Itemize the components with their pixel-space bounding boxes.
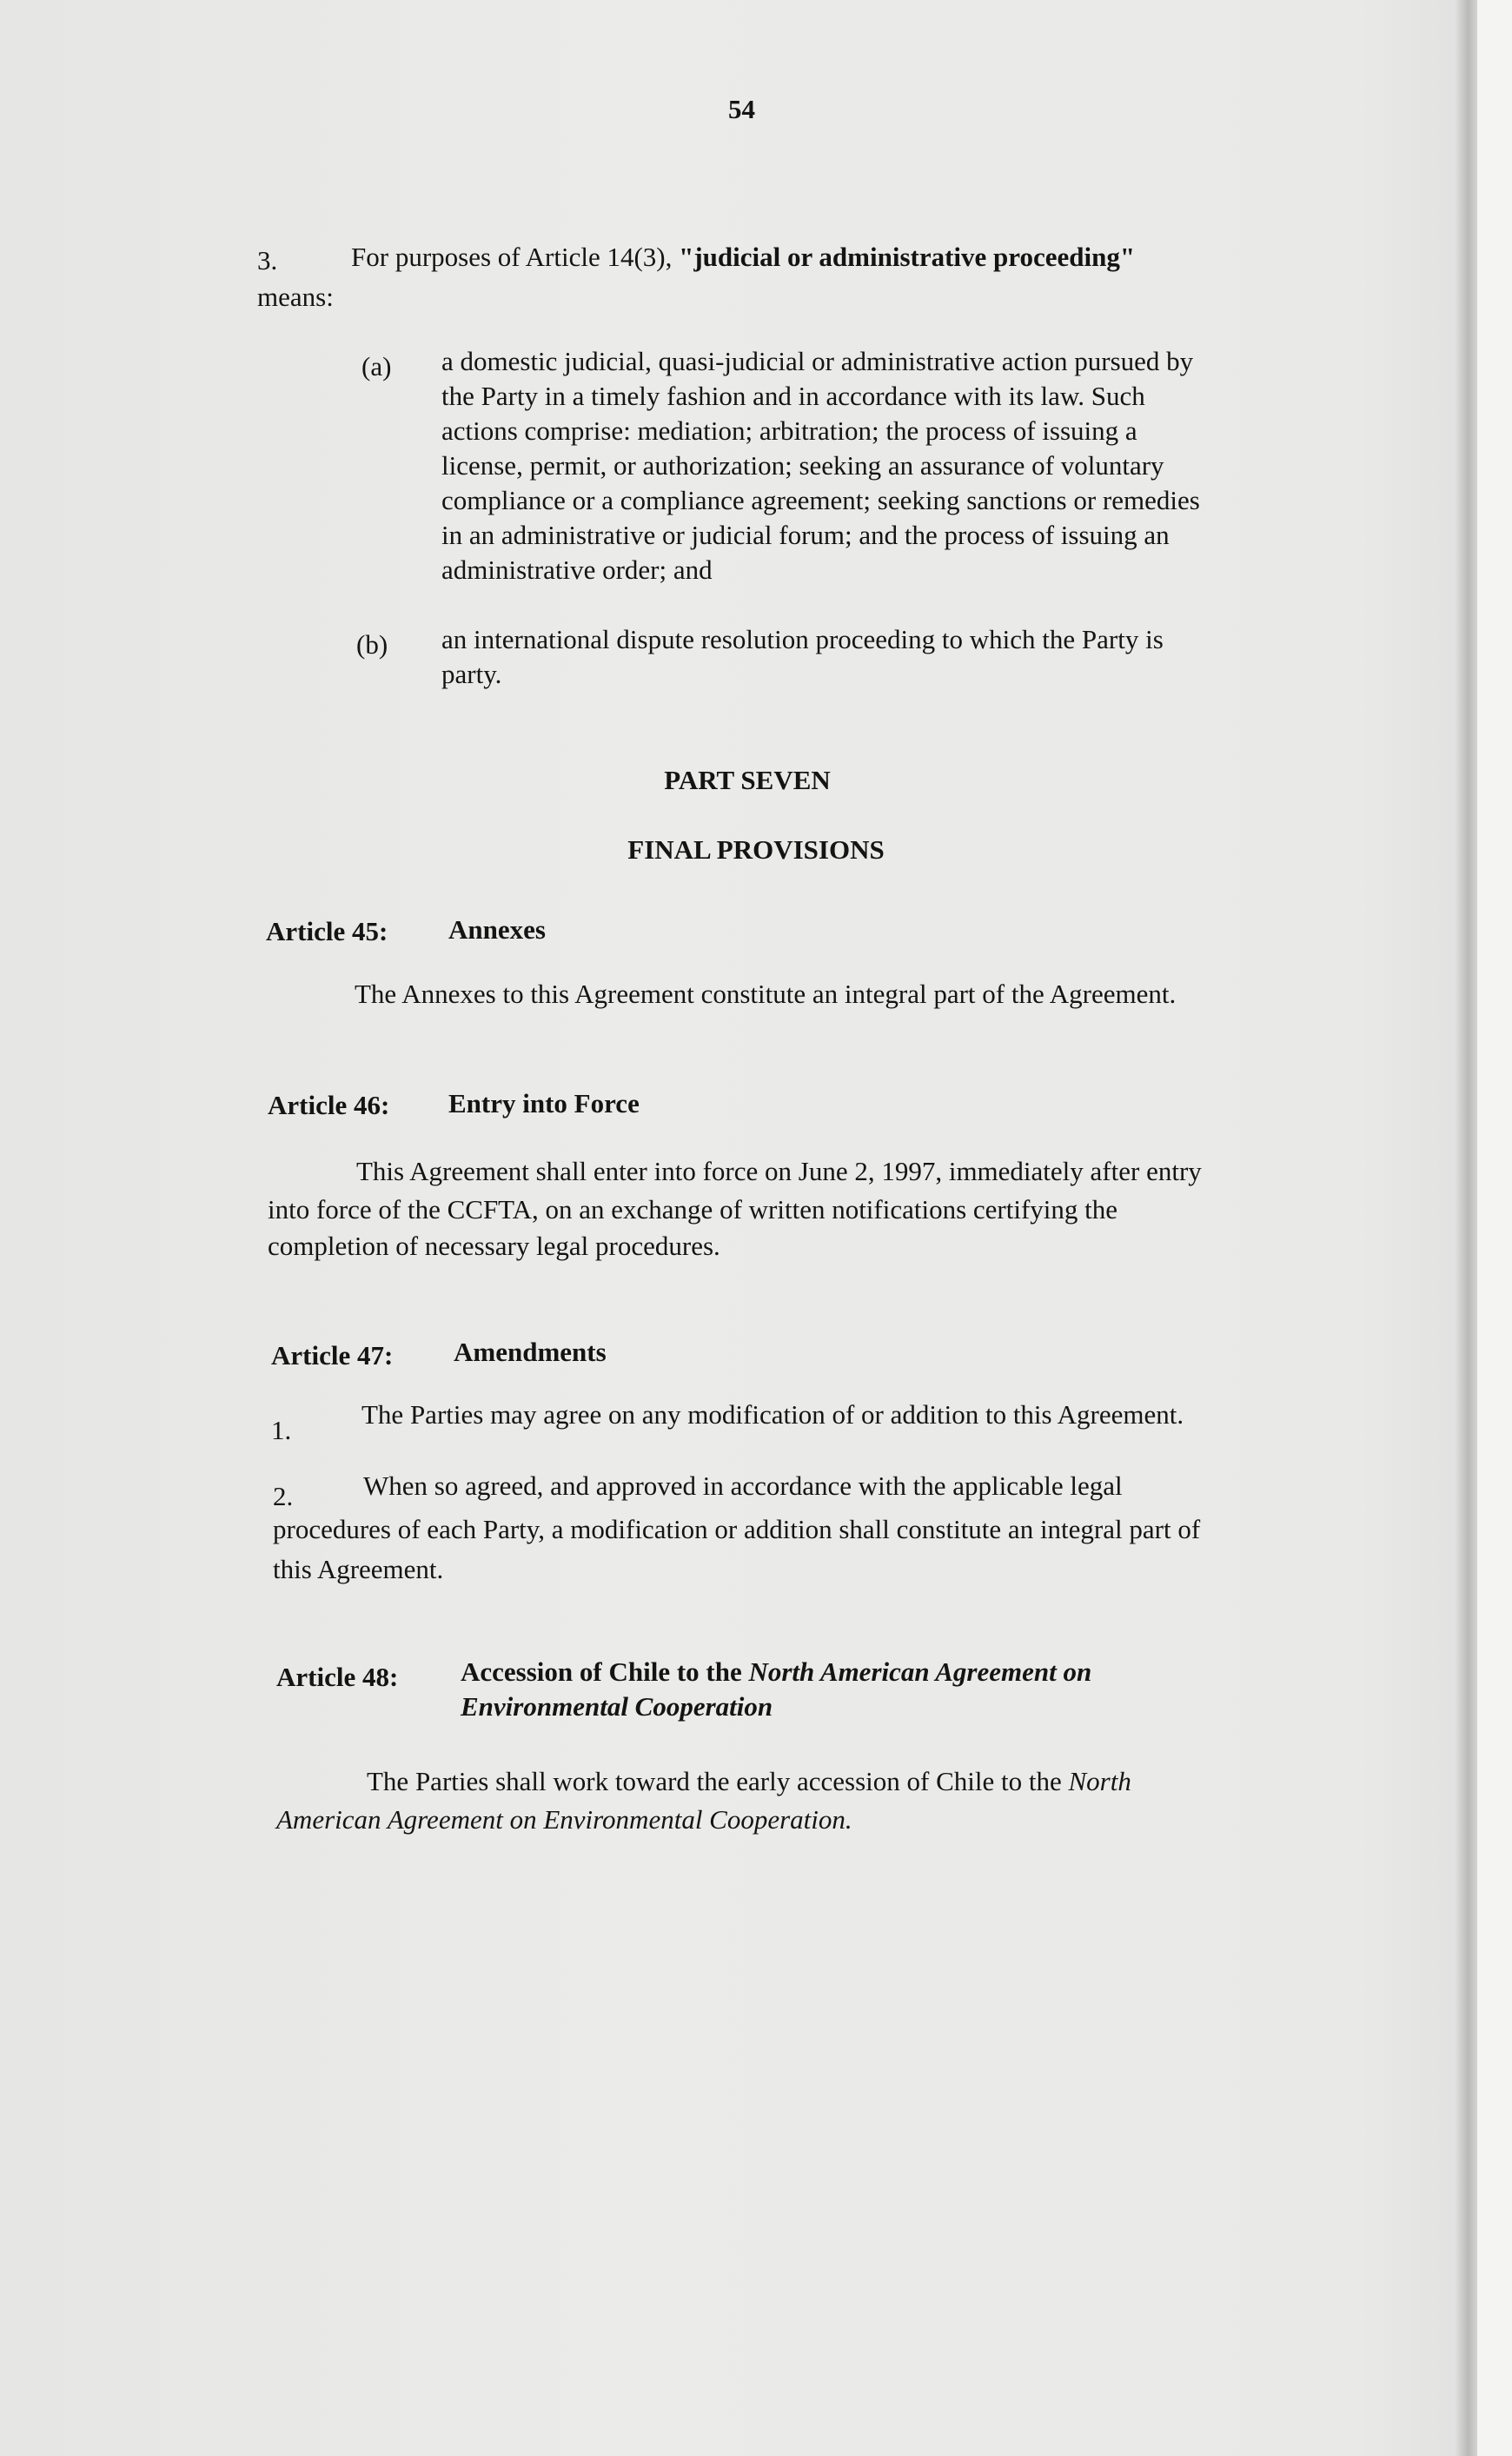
item-a-line: actions comprise: mediation; arbitration; the process of issuing a <box>441 415 1137 446</box>
item-a-line: license, permit, or authorization; seeking an assurance of voluntary <box>441 450 1164 481</box>
item-a-line: administrative order; and <box>441 554 713 585</box>
section-3-lead-text: For purposes of Article 14(3), <box>351 242 680 272</box>
article-46-label: Article 46: <box>268 1090 390 1120</box>
article-47-title: Amendments <box>454 1337 607 1367</box>
page-number: 54 <box>728 94 755 124</box>
article-47-p1-text: The Parties may agree on any modification of or addition to this Agreement. <box>361 1399 1184 1430</box>
article-48-label: Article 48: <box>276 1662 399 1692</box>
item-b-line: an international dispute resolution proceeding to which the Party is <box>441 624 1164 654</box>
article-47-p2-line-1: When so agreed, and approved in accordance with the applicable legal <box>363 1470 1123 1501</box>
article-48-body-italic: North <box>1068 1766 1131 1796</box>
article-48-line-2: American Agreement on Environmental Cooperation. <box>276 1804 852 1835</box>
section-3-means: means: <box>257 282 334 312</box>
item-a-line: in an administrative or judicial forum; and the process of issuing an <box>441 520 1170 550</box>
article-48-title-line-1 <box>461 1655 1091 1689</box>
page-edge-shadow <box>1455 0 1477 2456</box>
part-subheading: FINAL PROVISIONS <box>627 834 885 865</box>
section-3-defined-term: "judicial or administrative proceeding" <box>679 242 1136 272</box>
article-45-text: The Annexes to this Agreement constitute an integral part of the Agreement. <box>355 979 1177 1009</box>
item-a-label: (a) <box>361 351 392 382</box>
item-a-line: the Party in a timely fashion and in accordance with its law. Such <box>441 381 1145 411</box>
article-48-title-text: Accession of Chile to the <box>461 1656 749 1687</box>
section-3-number: 3. <box>257 245 278 275</box>
article-46-line-2: into force of the CCFTA, on an exchange of written notifications certifying the <box>268 1194 1118 1225</box>
item-a-line: compliance or a compliance agreement; seeking sanctions or remedies <box>441 485 1200 515</box>
article-46-line-3: completion of necessary legal procedures. <box>268 1231 720 1261</box>
article-46-title: Entry into Force <box>448 1088 640 1118</box>
article-47-label: Article 47: <box>271 1340 394 1371</box>
article-47-p2-line-2: procedures of each Party, a modification or addition shall constitute an integral part of <box>273 1514 1201 1544</box>
item-a-line: a domestic judicial, quasi-judicial or administrative action pursued by <box>441 346 1194 376</box>
part-heading: PART SEVEN <box>664 765 831 795</box>
item-b-line: party. <box>441 659 502 689</box>
article-45-label: Article 45: <box>266 916 388 946</box>
article-46-line-1: This Agreement shall enter into force on June 2, 1997, immediately after entry <box>356 1156 1202 1186</box>
item-a-text <box>441 344 1389 587</box>
article-47-p2-number: 2. <box>273 1481 294 1511</box>
page-edge-strip <box>1477 0 1512 2456</box>
item-b-text <box>441 622 1389 692</box>
article-47-p2-line-3: this Agreement. <box>273 1554 444 1584</box>
section-3-lead <box>351 240 1135 275</box>
article-47-p1-number: 1. <box>271 1415 292 1445</box>
article-48-line-1 <box>367 1764 1131 1799</box>
article-48-title-line-2: Environmental Cooperation <box>461 1691 773 1722</box>
article-48-body-text: The Parties shall work toward the early accession of Chile to the <box>367 1766 1069 1796</box>
article-45-title: Annexes <box>448 914 546 945</box>
article-48-title-italic: North American Agreement on <box>748 1656 1092 1687</box>
item-b-label: (b) <box>356 629 388 660</box>
